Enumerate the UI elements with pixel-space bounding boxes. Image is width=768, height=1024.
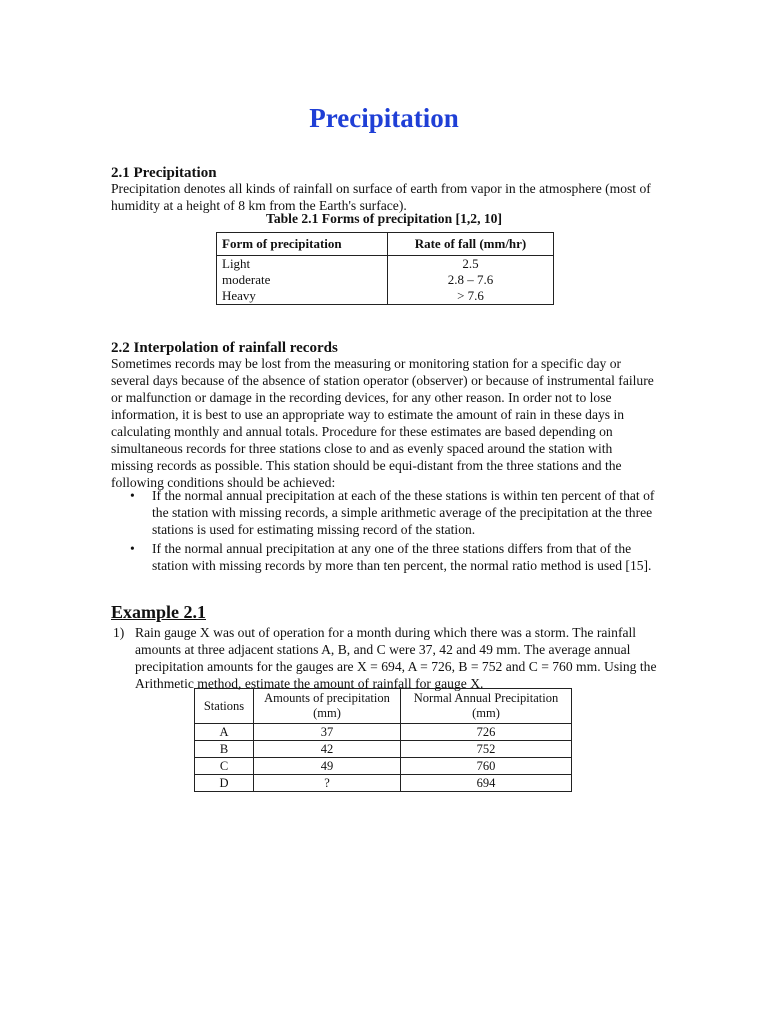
table-header-cell: Rate of fall (mm/hr) (388, 233, 554, 256)
example-title: Example 2.1 (111, 602, 207, 622)
table-row (195, 741, 572, 758)
table-caption-forms: Table 2.1 Forms of precipitation [1,2, 10] (266, 211, 502, 226)
table-header-row (195, 689, 572, 724)
table-cell: 760 (401, 758, 572, 775)
table-row (195, 758, 572, 775)
table-cell: 694 (401, 775, 572, 792)
table-cell: > 7.6 (388, 288, 554, 305)
table-header-cell: Form of precipitation (217, 233, 388, 256)
bullet-icon: • (130, 488, 135, 503)
table-row (217, 288, 554, 305)
table-cell: 42 (254, 741, 401, 758)
table-cell: A (195, 724, 254, 741)
table-header-cell: Stations (195, 689, 254, 724)
section-text-precipitation: Precipitation denotes all kinds of rainfall on surface of earth from vapor in the atmosphere (most of humidity at a height of 8 km from the Earth's surface). (111, 181, 651, 213)
section-heading-precipitation: 2.1 Precipitation (111, 165, 217, 181)
list-item-text: If the normal annual precipitation at any one of the three stations differs from that of the station with missing records by more than ten percent, the normal ratio method is used [15]. (152, 541, 652, 573)
section-text-interpolation: Sometimes records may be lost from the measuring or monitoring station for a specific day or several days because of the absence of station operator (observer) or because of instrumental failure or malfunction or damage in the recording devices, for any other reason. In order not to lose information, it is best to use an appropriate way to estimate the amount of rain in these days in calculating monthly and annual totals. Procedure for these estimates are based depending on simultaneous records for three stations close to and as evenly spaced around the station with missing records as possible. This station should be equi-distant from the three stations and the following conditions should be achieved: (111, 356, 654, 490)
table-cell: 49 (254, 758, 401, 775)
table-row (195, 724, 572, 741)
table-cell: D (195, 775, 254, 792)
stations-table (194, 688, 572, 792)
table-cell: 37 (254, 724, 401, 741)
table-cell: moderate (217, 272, 388, 288)
section-heading-interpolation: 2.2 Interpolation of rainfall records (111, 340, 338, 356)
table-cell: 2.8 – 7.6 (388, 272, 554, 288)
table-row (217, 272, 554, 288)
table-row (217, 256, 554, 273)
table-cell: ? (254, 775, 401, 792)
table-cell: 2.5 (388, 256, 554, 273)
list-item (128, 487, 656, 538)
list-item (128, 540, 656, 574)
forms-of-precipitation-table (216, 232, 554, 305)
example-problem (111, 624, 657, 692)
table-cell: C (195, 758, 254, 775)
problem-text: Rain gauge X was out of operation for a month during which there was a storm. The rainfall amounts at three adjacent stations A, B, and C were 37, 42 and 49 mm. The average annual precipitation amounts for the gauges are X = 694, A = 726, B = 752 and C = 760 mm. Using the Arithmetic method, estimate the amount of rainfall for gauge X. (135, 625, 657, 691)
table-row (195, 775, 572, 792)
list-item-text: If the normal annual precipitation at each of the these stations is within ten percent of that of the station with missing records, a simple arithmetic average of the precipitation at the three stations is used for estimating missing record of the station. (152, 488, 655, 537)
table-cell: B (195, 741, 254, 758)
table-header-row (217, 233, 554, 256)
table-cell: Heavy (217, 288, 388, 305)
conditions-list (128, 487, 656, 576)
bullet-icon: • (130, 541, 135, 556)
table-cell: 726 (401, 724, 572, 741)
table-header-cell: Amounts of precipitation (mm) (254, 689, 401, 724)
table-header-cell: Normal Annual Precipitation (mm) (401, 689, 572, 724)
table-cell: Light (217, 256, 388, 273)
table-cell: 752 (401, 741, 572, 758)
problem-number: 1) (113, 625, 125, 640)
page-title: Precipitation (309, 103, 459, 133)
